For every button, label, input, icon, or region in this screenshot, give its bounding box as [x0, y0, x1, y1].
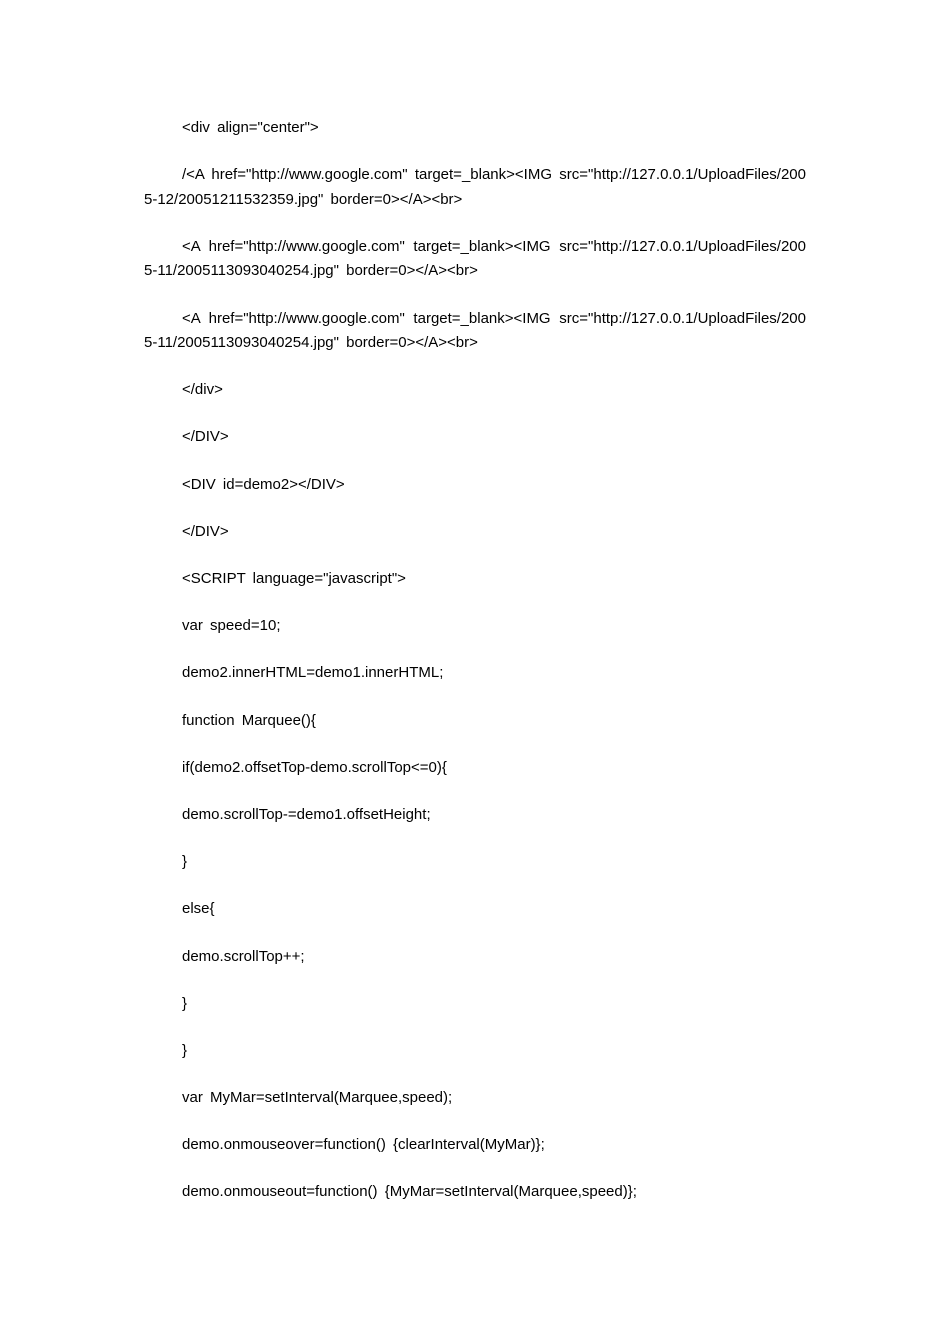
code-line-if-condition: if(demo2.offsetTop-demo.scrollTop<=0){ — [182, 758, 447, 776]
code-line-link-1: /<A href="http://www.google.com" target=_blank><IMG src="http://127.0.0.1/UploadFiles/2005-12/20051211532359.jpg" border=0></A><br> — [144, 166, 806, 208]
code-line-DIV-close-1: </DIV> — [182, 428, 229, 446]
code-line-link-3: <A href="http://www.google.com" target=_blank><IMG src="http://127.0.0.1/UploadFiles/2005-11/2005113093040254.jpg" border=0></A><br> — [144, 309, 806, 352]
code-line-function-marquee: function Marquee(){ — [182, 711, 316, 729]
code-line-script-open: <SCRIPT language="javascript"> — [182, 570, 406, 587]
code-line-var-mymar: var MyMar=setInterval(Marquee,speed); — [182, 1089, 453, 1107]
code-line-DIV-close-2: </DIV> — [182, 522, 229, 540]
code-line-close-brace-3: } — [182, 1041, 188, 1059]
code-line-onmouseover: demo.onmouseover=function() {clearInterval(MyMar)}; — [182, 1136, 545, 1154]
document-body — [144, 116, 806, 1228]
code-line-innerhtml: demo2.innerHTML=demo1.innerHTML; — [182, 664, 444, 682]
code-line-onmouseout: demo.onmouseout=function() {MyMar=setInterval(Marquee,speed)}; — [182, 1183, 637, 1201]
code-line-close-brace-1: } — [182, 853, 188, 871]
code-line-link-2: <A href="http://www.google.com" target=_blank><IMG src="http://127.0.0.1/UploadFiles/2005-11/2005113093040254.jpg" border=0></A><br> — [144, 237, 806, 280]
code-line-demo2-div: <DIV id=demo2></DIV> — [182, 475, 345, 493]
code-line-scrolltop-increment: demo.scrollTop++; — [182, 947, 305, 965]
code-line-div-open: <div align="center"> — [182, 119, 319, 136]
code-line-close-brace-2: } — [182, 994, 188, 1012]
code-line-div-close: </div> — [182, 381, 223, 399]
code-line-scrolltop-reset: demo.scrollTop-=demo1.offsetHeight; — [182, 805, 431, 823]
code-line-else: else{ — [182, 900, 215, 918]
code-line-var-speed: var speed=10; — [182, 617, 281, 635]
